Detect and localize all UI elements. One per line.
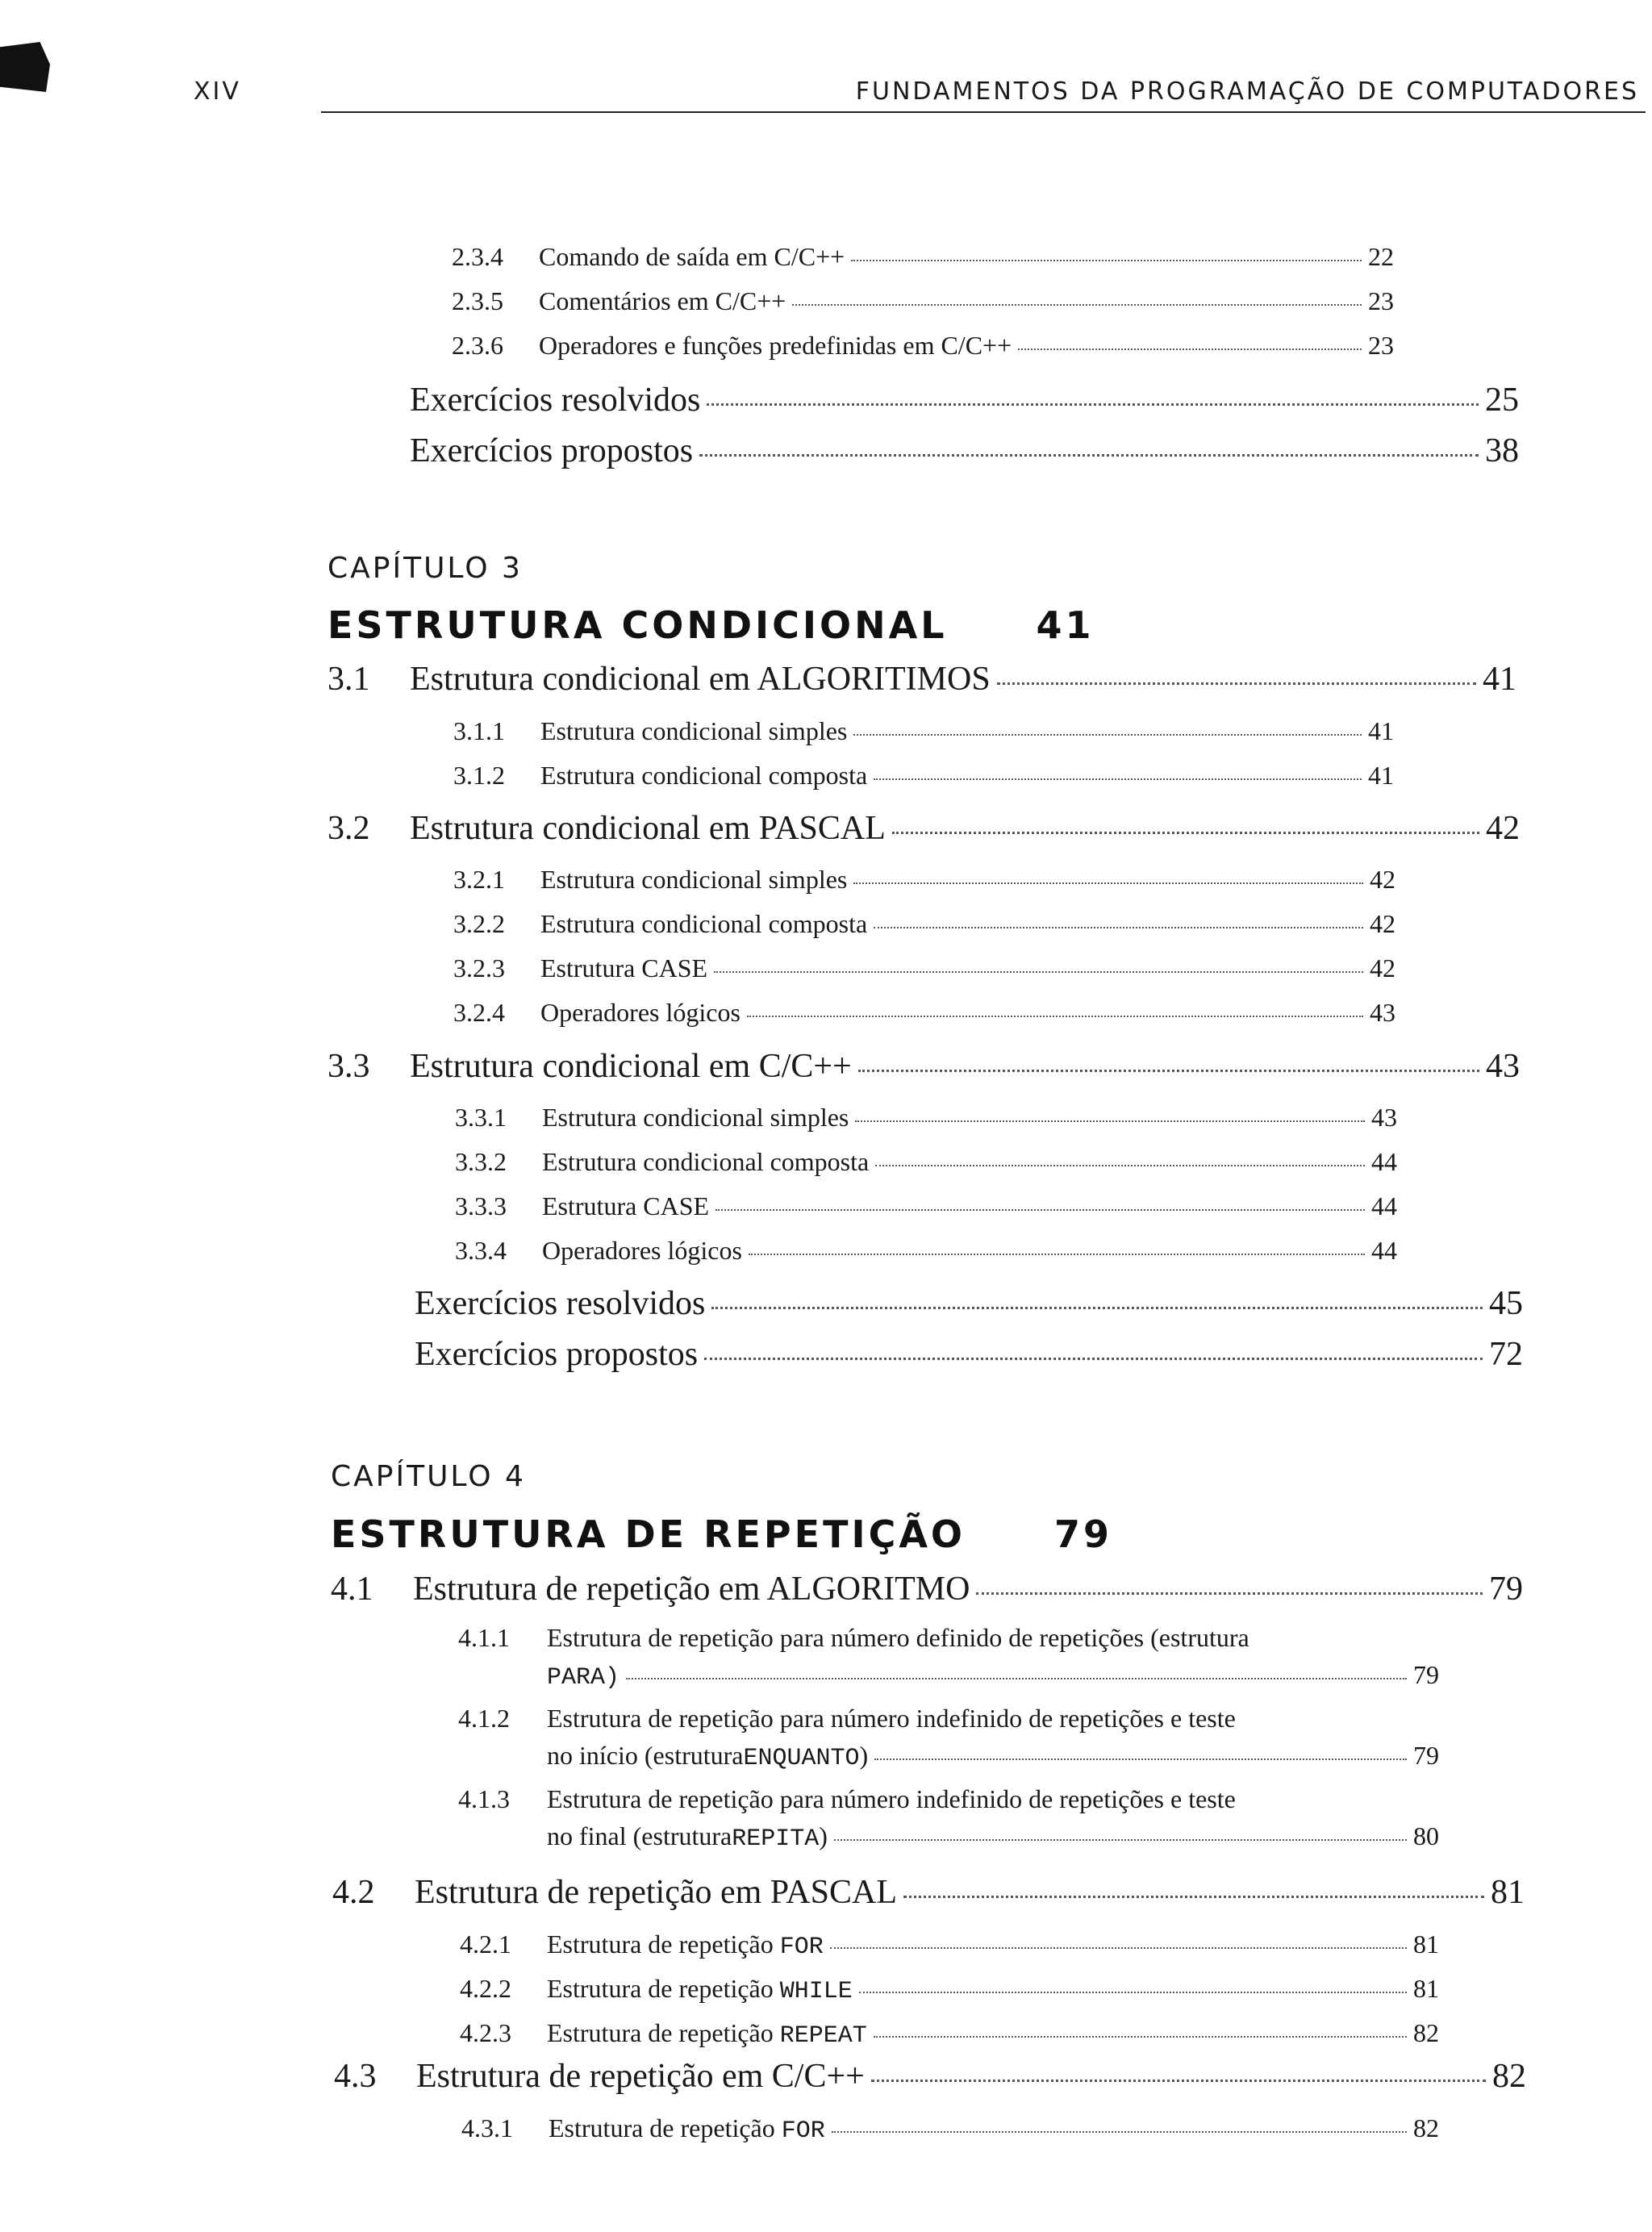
dot-leader bbox=[699, 454, 1479, 457]
section-title: Estrutura condicional simples bbox=[542, 1103, 849, 1132]
section-number: 3.1.2 bbox=[453, 761, 505, 790]
section-title: Estrutura condicional em PASCAL bbox=[410, 810, 886, 847]
dot-leader bbox=[853, 882, 1363, 884]
section-number: 3.2.4 bbox=[453, 998, 505, 1027]
page-number: 44 bbox=[1371, 1147, 1397, 1176]
section-number: 3.3.2 bbox=[455, 1147, 507, 1176]
section-title-line-1: Estrutura de repetição para número indefinido de repetições e teste bbox=[547, 1784, 1236, 1813]
code-keyword: REPEAT bbox=[779, 2022, 867, 2050]
toc-entry-exercicios-propostos-3[interactable] bbox=[415, 1335, 1523, 1374]
chapter-page-number: 79 bbox=[1054, 1512, 1113, 1556]
page-number: 38 bbox=[1485, 432, 1519, 469]
section-number: 4.1.2 bbox=[458, 1704, 510, 1733]
toc-entry-exercicios-resolvidos-2[interactable] bbox=[410, 381, 1519, 419]
page-number: 42 bbox=[1486, 810, 1520, 847]
page-number: 41 bbox=[1483, 661, 1516, 698]
chapter-4-title[interactable] bbox=[331, 1512, 1112, 1556]
page-number: 43 bbox=[1371, 1103, 1397, 1132]
dot-leader bbox=[707, 403, 1479, 406]
section-number: 3.2.1 bbox=[453, 865, 505, 894]
toc-entry-4-2-1[interactable] bbox=[460, 1930, 1439, 1961]
section-title-line-1: Estrutura de repetição para número definido de repetições (estrutura bbox=[547, 1623, 1249, 1652]
dot-leader bbox=[997, 682, 1476, 685]
section-title: Estrutura condicional composta bbox=[542, 1147, 870, 1176]
chapter-3-label: CAPÍTULO 3 bbox=[327, 552, 523, 585]
dot-leader bbox=[715, 1209, 1365, 1211]
section-title: Estrutura CASE bbox=[540, 953, 708, 982]
toc-entry-3-2-1[interactable] bbox=[453, 865, 1395, 895]
page-number: 42 bbox=[1370, 953, 1395, 982]
toc-entry-4-1-2[interactable] bbox=[458, 1704, 1439, 1778]
dot-leader bbox=[853, 734, 1362, 736]
page-number: 80 bbox=[1413, 1821, 1439, 1850]
section-number: 4.2.2 bbox=[460, 1974, 511, 2003]
page-number: 23 bbox=[1368, 331, 1394, 360]
dot-leader bbox=[903, 1896, 1484, 1898]
toc-entry-2-3-4[interactable] bbox=[452, 242, 1394, 272]
section-number: 4.1.3 bbox=[458, 1784, 510, 1813]
toc-entry-3-3-4[interactable] bbox=[455, 1236, 1397, 1266]
section-title: Estrutura de repetição em C/C++ bbox=[416, 2058, 865, 2095]
dot-leader bbox=[976, 1592, 1483, 1595]
toc-entry-3-3-1[interactable] bbox=[455, 1103, 1397, 1133]
chapter-title-text: ESTRUTURA DE REPETIÇÃO bbox=[331, 1512, 966, 1556]
page-folio: XIV bbox=[194, 77, 241, 106]
section-title: Estrutura condicional simples bbox=[540, 716, 848, 745]
chapter-title-text: ESTRUTURA CONDICIONAL bbox=[327, 603, 948, 647]
dot-leader bbox=[747, 1016, 1363, 1017]
dot-leader bbox=[874, 2036, 1407, 2038]
section-title: Exercícios resolvidos bbox=[415, 1285, 706, 1322]
toc-entry-4-2-2[interactable] bbox=[460, 1974, 1439, 2005]
section-title: Estrutura condicional em C/C++ bbox=[410, 1048, 852, 1085]
section-number: 4.1.1 bbox=[458, 1623, 510, 1652]
section-number: 4.2.1 bbox=[460, 1930, 511, 1959]
page-number: 81 bbox=[1413, 1930, 1439, 1959]
toc-entry-4-3[interactable] bbox=[334, 2057, 1526, 2096]
toc-entry-3-1-1[interactable] bbox=[453, 716, 1394, 746]
page-number: 44 bbox=[1371, 1236, 1397, 1265]
dot-leader bbox=[859, 1992, 1407, 1993]
toc-entry-3-3[interactable] bbox=[327, 1047, 1520, 1086]
section-number: 4.3.1 bbox=[461, 2113, 513, 2142]
section-title bbox=[547, 1930, 824, 1961]
toc-entry-4-2[interactable] bbox=[332, 1873, 1525, 1912]
section-title: Exercícios propostos bbox=[410, 432, 694, 469]
section-title: Exercícios propostos bbox=[415, 1336, 699, 1373]
running-head bbox=[194, 73, 1646, 113]
page-number: 43 bbox=[1370, 998, 1395, 1027]
section-title bbox=[547, 1974, 853, 2005]
toc-entry-2-3-6[interactable] bbox=[452, 331, 1394, 361]
section-number: 3.2.2 bbox=[453, 909, 505, 938]
section-title: Operadores lógicos bbox=[542, 1236, 742, 1265]
section-title-prefix: no início (estrutura bbox=[547, 1741, 744, 1770]
section-title-suffix: ) bbox=[859, 1741, 869, 1770]
header-rule bbox=[321, 111, 1646, 113]
chapter-page-number: 41 bbox=[1036, 603, 1095, 647]
dot-leader bbox=[704, 1358, 1483, 1360]
page-number: 82 bbox=[1413, 2018, 1439, 2047]
toc-entry-3-1[interactable] bbox=[327, 660, 1516, 699]
toc-entry-3-3-3[interactable] bbox=[455, 1191, 1397, 1221]
section-title: Estrutura condicional simples bbox=[540, 865, 848, 894]
page-number: 81 bbox=[1491, 1874, 1525, 1911]
section-title-text: Estrutura de repetição bbox=[547, 1974, 780, 2003]
toc-entry-exercicios-resolvidos-3[interactable] bbox=[415, 1284, 1523, 1323]
dot-leader bbox=[1018, 348, 1362, 350]
toc-entry-3-3-2[interactable] bbox=[455, 1147, 1397, 1177]
section-number: 4.2.3 bbox=[460, 2018, 511, 2047]
dot-leader bbox=[874, 1758, 1407, 1760]
chapter-3-title[interactable] bbox=[327, 603, 1095, 647]
section-title: Estrutura condicional composta bbox=[540, 909, 868, 938]
section-title bbox=[547, 2018, 867, 2050]
page-number: 41 bbox=[1368, 716, 1394, 745]
section-number: 4.2 bbox=[332, 1874, 375, 1911]
section-number: 3.3.1 bbox=[455, 1103, 507, 1132]
dot-leader bbox=[858, 1070, 1479, 1072]
toc-entry-exercicios-propostos-2[interactable] bbox=[410, 432, 1519, 470]
section-title: Estrutura de repetição em ALGORITMO bbox=[413, 1571, 970, 1608]
section-title-suffix: ) bbox=[819, 1821, 828, 1850]
toc-entry-4-1[interactable] bbox=[331, 1570, 1523, 1608]
section-number: 3.3.4 bbox=[455, 1236, 507, 1265]
section-number: 2.3.5 bbox=[452, 286, 503, 315]
toc-entry-3-2-3[interactable] bbox=[453, 953, 1395, 983]
page-number: 25 bbox=[1485, 382, 1519, 419]
page-number: 42 bbox=[1370, 865, 1395, 894]
section-number: 3.2 bbox=[327, 810, 370, 847]
dot-leader bbox=[855, 1120, 1365, 1122]
section-title: Comentários em C/C++ bbox=[539, 286, 786, 315]
section-number: 2.3.6 bbox=[452, 331, 503, 360]
section-title-line-1: Estrutura de repetição para número indefinido de repetições e teste bbox=[547, 1704, 1236, 1733]
page-number: 79 bbox=[1413, 1741, 1439, 1770]
toc-entry-3-2[interactable] bbox=[327, 809, 1520, 848]
toc-entry-3-2-2[interactable] bbox=[453, 909, 1395, 939]
dot-leader bbox=[834, 1839, 1407, 1841]
section-number: 3.1 bbox=[327, 661, 370, 698]
dot-leader bbox=[792, 304, 1362, 306]
code-keyword: FOR bbox=[779, 1934, 824, 1961]
section-number: 2.3.4 bbox=[452, 242, 503, 271]
dot-leader bbox=[711, 1307, 1483, 1309]
section-number: 3.2.3 bbox=[453, 953, 505, 982]
page-number: 23 bbox=[1368, 286, 1394, 315]
section-title: Estrutura condicional em ALGORITIMOS bbox=[410, 661, 991, 698]
dot-leader bbox=[714, 971, 1363, 973]
section-title: Operadores lógicos bbox=[540, 998, 740, 1027]
code-keyword: ENQUANTO bbox=[743, 1745, 860, 1772]
page-number: 42 bbox=[1370, 909, 1395, 938]
page-number: 72 bbox=[1489, 1336, 1523, 1373]
chapter-4-label: CAPÍTULO 4 bbox=[331, 1460, 526, 1493]
page-number: 79 bbox=[1489, 1571, 1523, 1608]
section-number: 3.3 bbox=[327, 1048, 370, 1085]
section-title: Estrutura condicional composta bbox=[540, 761, 868, 790]
toc-entry-4-1-3[interactable] bbox=[458, 1784, 1439, 1859]
section-title-text: Estrutura de repetição bbox=[547, 1930, 780, 1959]
section-title-line-2 bbox=[547, 1741, 1439, 1772]
section-number: 4.1 bbox=[331, 1571, 373, 1608]
dot-leader bbox=[851, 260, 1362, 261]
dot-leader bbox=[875, 1165, 1365, 1166]
dot-leader bbox=[749, 1254, 1365, 1255]
page-number: 45 bbox=[1489, 1285, 1523, 1322]
page-number: 82 bbox=[1413, 2113, 1439, 2142]
section-title bbox=[549, 2113, 825, 2145]
section-title-text: Estrutura de repetição bbox=[547, 2018, 780, 2047]
code-keyword: REPITA bbox=[732, 1825, 820, 1853]
page-number: 22 bbox=[1368, 242, 1394, 271]
page-number: 41 bbox=[1368, 761, 1394, 790]
page-number: 44 bbox=[1371, 1191, 1397, 1220]
page-number: 82 bbox=[1492, 2058, 1526, 2095]
section-title: Estrutura CASE bbox=[542, 1191, 710, 1220]
section-number: 3.1.1 bbox=[453, 716, 505, 745]
dot-leader bbox=[874, 778, 1362, 780]
section-title-text: Estrutura de repetição bbox=[549, 2113, 782, 2142]
code-keyword: FOR bbox=[781, 2117, 825, 2145]
section-title: Comando de saída em C/C++ bbox=[539, 242, 845, 271]
section-number: 4.3 bbox=[334, 2058, 377, 2095]
dot-leader bbox=[892, 832, 1479, 834]
page-number: 81 bbox=[1413, 1974, 1439, 2003]
toc-entry-4-2-3[interactable] bbox=[460, 2018, 1439, 2050]
page-number: 43 bbox=[1486, 1048, 1520, 1085]
toc-entry-3-2-4[interactable] bbox=[453, 998, 1395, 1028]
section-title: Estrutura de repetição em PASCAL bbox=[415, 1874, 897, 1911]
section-number: 3.3.3 bbox=[455, 1191, 507, 1220]
page-number: 79 bbox=[1413, 1660, 1439, 1689]
section-title: Operadores e funções predefinidas em C/C++ bbox=[539, 331, 1012, 360]
scan-artifact bbox=[0, 42, 50, 92]
book-title: FUNDAMENTOS DA PROGRAMAÇÃO DE COMPUTADORES bbox=[855, 77, 1639, 106]
toc-entry-4-1-1[interactable] bbox=[458, 1623, 1439, 1697]
toc-entry-4-3-1[interactable] bbox=[461, 2113, 1439, 2145]
section-title-line-2 bbox=[547, 1821, 1439, 1853]
section-title-prefix: no final (estrutura bbox=[547, 1821, 732, 1850]
section-title: Exercícios resolvidos bbox=[410, 382, 701, 419]
dot-leader bbox=[874, 927, 1363, 928]
toc-entry-3-1-2[interactable] bbox=[453, 761, 1394, 791]
section-title-line-2 bbox=[547, 1660, 1439, 1692]
code-keyword: WHILE bbox=[779, 1978, 853, 2005]
dot-leader bbox=[626, 1678, 1407, 1679]
code-keyword: PARA) bbox=[547, 1664, 620, 1692]
dot-leader bbox=[832, 2131, 1407, 2133]
dot-leader bbox=[830, 1947, 1407, 1949]
toc-entry-2-3-5[interactable] bbox=[452, 286, 1394, 316]
dot-leader bbox=[871, 2080, 1486, 2082]
